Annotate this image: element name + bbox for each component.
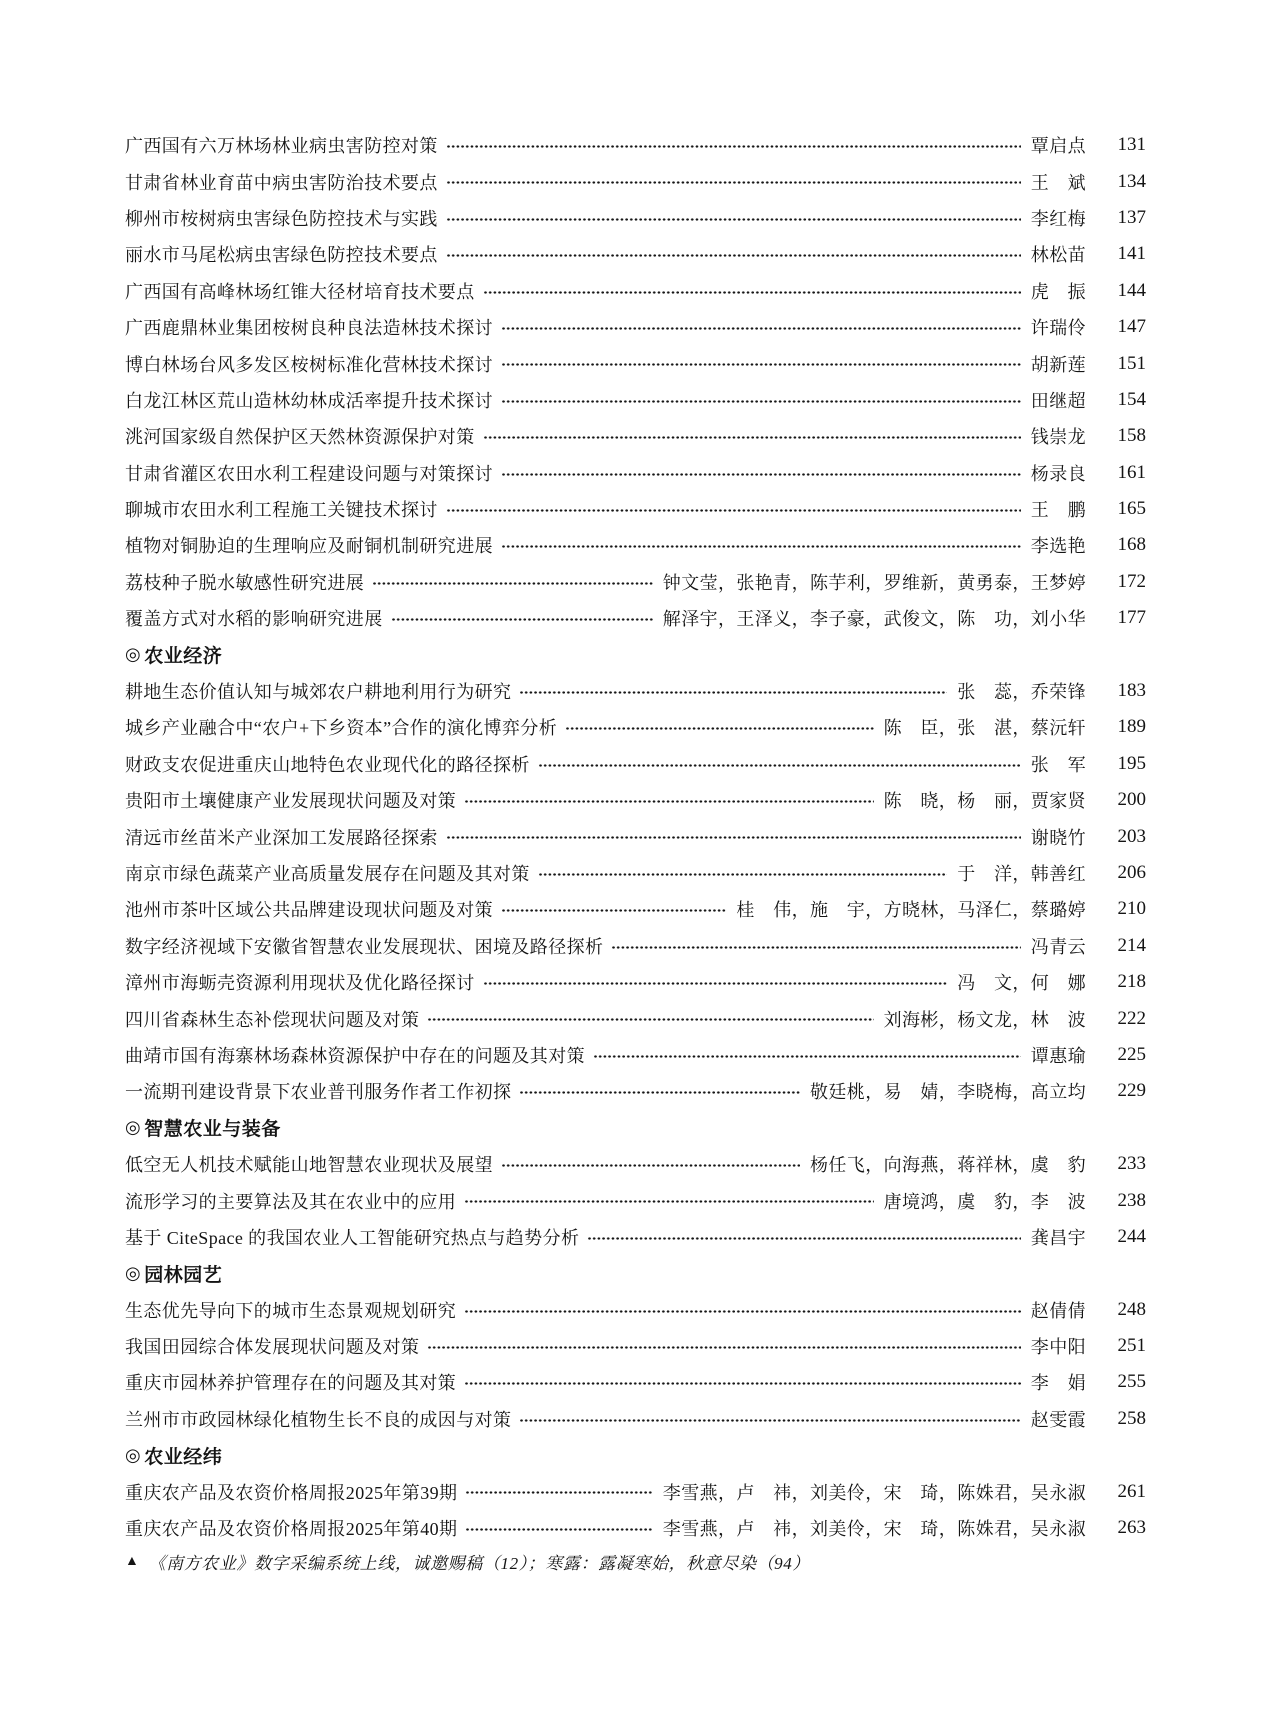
- entry-authors: 赵雯霞: [1030, 1409, 1086, 1430]
- dot-leader: [502, 909, 726, 912]
- entry-authors: 赵倩倩: [1030, 1300, 1086, 1321]
- entry-page-number: 244: [1117, 1225, 1146, 1247]
- entry-title: 博白林场台风多发区桉树标准化营林技术探讨: [125, 354, 493, 375]
- section-header: [125, 1110, 1146, 1146]
- entry-page-number: 258: [1117, 1407, 1146, 1429]
- entry-title: 重庆市园林养护管理存在的问题及其对策: [125, 1373, 457, 1394]
- entry-page-number: 141: [1117, 243, 1146, 265]
- dot-leader: [539, 764, 1021, 767]
- entry-page-number: 137: [1117, 206, 1146, 228]
- entry-title: 贵阳市土壤健康产业发展现状问题及对策: [125, 791, 457, 812]
- toc-entry: [125, 564, 1146, 600]
- dot-leader: [447, 836, 1021, 839]
- entry-authors: 许瑞伶: [1030, 318, 1086, 339]
- entry-page-number: 177: [1117, 607, 1146, 629]
- entry-authors: 张 军: [1030, 754, 1086, 775]
- entry-title: 财政支农促进重庆山地特色农业现代化的路径探析: [125, 754, 530, 775]
- entry-page-number: 147: [1117, 316, 1146, 338]
- entry-authors: 覃启点: [1030, 136, 1086, 157]
- toc-entry: [125, 673, 1146, 709]
- toc-entry: [125, 491, 1146, 527]
- entry-authors: 杨录良: [1030, 463, 1086, 484]
- entry-authors: 龚昌宇: [1030, 1227, 1086, 1248]
- toc-entry: [125, 418, 1146, 454]
- entry-page-number: 203: [1117, 825, 1146, 847]
- entry-page-number: 183: [1117, 680, 1146, 702]
- entry-title: 曲靖市国有海寨林场森林资源保护中存在的问题及其对策: [125, 1045, 585, 1066]
- entry-page-number: 263: [1117, 1517, 1146, 1539]
- toc-entry: [125, 527, 1146, 563]
- toc-entry: [125, 1146, 1146, 1182]
- entry-title: 甘肃省林业育苗中病虫害防治技术要点: [125, 172, 438, 193]
- section-label: 园林园艺: [144, 1264, 223, 1286]
- toc-entry: [125, 1073, 1146, 1109]
- entry-authors: 敬廷桃，易 婧，李晓梅，高立均: [810, 1082, 1086, 1103]
- entry-authors: 林松苗: [1030, 245, 1086, 266]
- entry-title: 兰州市市政园林绿化植物生长不良的成因与对策: [125, 1409, 512, 1430]
- entry-title: 聊城市农田水利工程施工关键技术探讨: [125, 500, 438, 521]
- dot-leader: [428, 1018, 873, 1021]
- dot-leader: [484, 291, 1021, 294]
- entry-page-number: 172: [1117, 570, 1146, 592]
- entry-authors: 刘海彬，杨文龙，林 波: [883, 1009, 1086, 1030]
- entry-authors: 李雪燕，卢 祎，刘美伶，宋 琦，陈姝君，吴永淑: [662, 1519, 1086, 1540]
- toc-entry: [125, 600, 1146, 636]
- toc-entry: [125, 818, 1146, 854]
- toc-entry: [125, 1182, 1146, 1218]
- entry-authors: 桂 伟，施 宇，方晓林，马泽仁，蔡璐婷: [736, 900, 1086, 921]
- entry-title: 广西国有六万林场林业病虫害防控对策: [125, 136, 438, 157]
- entry-authors: 胡新莲: [1030, 354, 1086, 375]
- section-bullet-icon: ◎: [125, 1262, 142, 1283]
- entry-page-number: 214: [1117, 934, 1146, 956]
- entry-title: 一流期刊建设背景下农业普刊服务作者工作初探: [125, 1082, 512, 1103]
- dot-leader: [373, 582, 653, 585]
- dot-leader: [539, 873, 947, 876]
- entry-authors: 谭惠瑜: [1030, 1045, 1086, 1066]
- entry-authors: 李红梅: [1030, 208, 1086, 229]
- section-bullet-icon: ◎: [125, 1117, 142, 1138]
- entry-authors: 冯 文，何 娜: [957, 973, 1086, 994]
- entry-title: 重庆农产品及农资价格周报2025年第40期: [125, 1519, 458, 1540]
- entry-authors: 冯青云: [1030, 936, 1086, 957]
- entry-page-number: 144: [1117, 279, 1146, 301]
- dot-leader: [447, 181, 1021, 184]
- entry-title: 城乡产业融合中“农户+下乡资本”合作的演化博弈分析: [125, 718, 558, 739]
- entry-title: 覆盖方式对水稻的影响研究进展: [125, 609, 383, 630]
- entry-page-number: 134: [1117, 170, 1146, 192]
- toc-entry: [125, 1401, 1146, 1437]
- dot-leader: [447, 218, 1021, 221]
- entry-page-number: 206: [1117, 862, 1146, 883]
- dot-leader: [520, 1091, 800, 1094]
- toc-entry: [125, 1473, 1146, 1509]
- toc-entry: [125, 455, 1146, 491]
- dot-leader: [566, 727, 873, 730]
- entry-authors: 唐境鸿，虞 豹，李 波: [883, 1191, 1086, 1212]
- entry-authors: 陈 晓，杨 丽，贾家贤: [883, 791, 1086, 812]
- section-header: [125, 636, 1146, 672]
- entry-title: 低空无人机技术赋能山地智慧农业现状及展望: [125, 1155, 493, 1176]
- section-label: 农业经济: [144, 646, 223, 668]
- entry-page-number: 165: [1117, 498, 1146, 520]
- entry-page-number: 161: [1117, 461, 1146, 483]
- toc-entry: [125, 1510, 1146, 1546]
- dot-leader: [520, 691, 947, 694]
- entry-page-number: 158: [1117, 425, 1146, 447]
- dot-leader: [428, 1346, 1020, 1349]
- entry-page-number: 200: [1117, 789, 1146, 811]
- dot-leader: [502, 327, 1021, 330]
- toc-entry: [125, 709, 1146, 745]
- entry-authors: 王 鹏: [1030, 500, 1086, 521]
- entry-page-number: 151: [1117, 352, 1146, 374]
- toc-entry: [125, 746, 1146, 782]
- entry-title: 生态优先导向下的城市生态景观规划研究: [125, 1300, 457, 1321]
- toc-entry: [125, 1364, 1146, 1400]
- entry-title: 广西鹿鼎林业集团桉树良种良法造林技术探讨: [125, 318, 493, 339]
- toc-entry: [125, 782, 1146, 818]
- dot-leader: [447, 509, 1021, 512]
- entry-page-number: 248: [1117, 1298, 1146, 1320]
- entry-title: 漳州市海蛎壳资源利用现状及优化路径探讨: [125, 973, 475, 994]
- entry-page-number: 238: [1117, 1189, 1146, 1211]
- entry-authors: 李雪燕，卢 祎，刘美伶，宋 琦，陈姝君，吴永淑: [662, 1482, 1086, 1503]
- footer-text: 《南方农业》数字采编系统上线，诚邀赐稿（12）；寒露：露凝寒始，秋意尽染（94）: [148, 1554, 810, 1573]
- entry-authors: 解泽宇，王泽义，李子豪，武俊文，陈 功，刘小华: [662, 609, 1086, 630]
- dot-leader: [466, 1528, 652, 1531]
- dot-leader: [484, 982, 948, 985]
- entry-title: 四川省森林生态补偿现状问题及对策: [125, 1009, 420, 1030]
- table-of-contents: [125, 127, 1146, 1546]
- entry-title: 柳州市桉树病虫害绿色防控技术与实践: [125, 208, 438, 229]
- entry-page-number: 233: [1117, 1153, 1146, 1175]
- toc-entry: [125, 891, 1146, 927]
- dot-leader: [502, 1164, 800, 1167]
- toc-entry: [125, 928, 1146, 964]
- entry-page-number: 251: [1117, 1335, 1146, 1357]
- entry-page-number: 154: [1117, 388, 1146, 410]
- entry-page-number: 195: [1117, 752, 1146, 774]
- entry-page-number: 168: [1117, 534, 1146, 556]
- entry-page-number: 222: [1117, 1007, 1146, 1029]
- entry-page-number: 131: [1117, 134, 1146, 156]
- entry-title: 南京市绿色蔬菜产业高质量发展存在问题及其对策: [125, 864, 530, 884]
- toc-entry: [125, 345, 1146, 381]
- entry-page-number: 210: [1117, 898, 1146, 920]
- entry-title: 我国田园综合体发展现状问题及对策: [125, 1337, 420, 1358]
- toc-entry: [125, 236, 1146, 272]
- entry-page-number: 229: [1117, 1080, 1146, 1102]
- toc-entry: [125, 273, 1146, 309]
- toc-entry: [125, 1037, 1146, 1073]
- entry-title: 广西国有高峰林场红锥大径材培育技术要点: [125, 281, 475, 302]
- section-bullet-icon: ◎: [125, 1444, 142, 1465]
- section-bullet-icon: ◎: [125, 644, 142, 665]
- entry-title: 重庆农产品及农资价格周报2025年第39期: [125, 1482, 458, 1503]
- entry-title: 丽水市马尾松病虫害绿色防控技术要点: [125, 245, 438, 266]
- toc-entry: [125, 163, 1146, 199]
- toc-entry: [125, 127, 1146, 163]
- dot-leader: [465, 1200, 873, 1203]
- entry-authors: 田继超: [1030, 390, 1086, 411]
- entry-title: 植物对铜胁迫的生理响应及耐铜机制研究进展: [125, 536, 493, 557]
- entry-title: 洮河国家级自然保护区天然林资源保护对策: [125, 427, 475, 448]
- entry-authors: 于 洋，韩善红: [957, 864, 1086, 884]
- section-label: 农业经纬: [144, 1446, 223, 1468]
- dot-leader: [465, 800, 873, 803]
- entry-authors: 谢晓竹: [1030, 827, 1086, 848]
- dot-leader: [594, 1055, 1021, 1058]
- entry-authors: 钱崇龙: [1030, 427, 1086, 448]
- entry-authors: 杨任飞，向海燕，蒋祥林，虞 豹: [810, 1155, 1086, 1176]
- toc-entry: [125, 1000, 1146, 1036]
- toc-entry: [125, 1219, 1146, 1255]
- dot-leader: [392, 618, 653, 621]
- section-label: 智慧农业与装备: [144, 1119, 281, 1141]
- dot-leader: [502, 400, 1021, 403]
- entry-page-number: 225: [1117, 1043, 1146, 1065]
- toc-entry: [125, 1328, 1146, 1364]
- footer-note: [125, 1549, 1146, 1574]
- toc-entry: [125, 382, 1146, 418]
- dot-leader: [502, 473, 1021, 476]
- entry-page-number: 255: [1117, 1371, 1146, 1393]
- dot-leader: [447, 254, 1021, 257]
- toc-rows: [125, 127, 1146, 1546]
- toc-entry: [125, 855, 1146, 891]
- dot-leader: [502, 363, 1021, 366]
- entry-title: 数字经济视域下安徽省智慧农业发展现状、困境及路径探析: [125, 936, 604, 957]
- entry-authors: 王 斌: [1030, 172, 1086, 193]
- toc-entry: [125, 1292, 1146, 1328]
- entry-title: 流形学习的主要算法及其在农业中的应用: [125, 1191, 457, 1212]
- entry-authors: 陈 臣，张 湛，蔡沅轩: [883, 718, 1086, 739]
- entry-authors: 钟文莹，张艳青，陈芋利，罗维新，黄勇泰，王梦婷: [662, 572, 1086, 593]
- entry-title: 池州市茶叶区域公共品牌建设现状问题及对策: [125, 900, 493, 921]
- entry-authors: 李中阳: [1030, 1337, 1086, 1358]
- entry-title: 基于 CiteSpace 的我国农业人工智能研究热点与趋势分析: [125, 1227, 580, 1248]
- dot-leader: [612, 946, 1020, 949]
- entry-page-number: 261: [1117, 1480, 1146, 1502]
- entry-title: 耕地生态价值认知与城郊农户耕地利用行为研究: [125, 682, 512, 703]
- toc-entry: [125, 200, 1146, 236]
- dot-leader: [447, 145, 1021, 148]
- dot-leader: [484, 436, 1021, 439]
- section-header: [125, 1437, 1146, 1473]
- entry-page-number: 189: [1117, 716, 1146, 738]
- triangle-bullet-icon: ▲: [125, 1553, 140, 1569]
- toc-entry: [125, 309, 1146, 345]
- dot-leader: [465, 1310, 1021, 1313]
- dot-leader: [588, 1237, 1020, 1240]
- entry-title: 白龙江林区荒山造林幼林成活率提升技术探讨: [125, 390, 493, 411]
- dot-leader: [502, 545, 1021, 548]
- entry-title: 甘肃省灌区农田水利工程建设问题与对策探讨: [125, 463, 493, 484]
- entry-title: 清远市丝苗米产业深加工发展路径探索: [125, 827, 438, 848]
- entry-page-number: 218: [1117, 971, 1146, 993]
- dot-leader: [465, 1382, 1021, 1385]
- dot-leader: [520, 1419, 1020, 1422]
- entry-authors: 李选艳: [1030, 536, 1086, 557]
- toc-entry: [125, 964, 1146, 1000]
- entry-authors: 虎 振: [1030, 281, 1086, 302]
- dot-leader: [466, 1491, 652, 1494]
- section-header: [125, 1255, 1146, 1291]
- entry-title: 荔枝种子脱水敏感性研究进展: [125, 572, 365, 593]
- entry-authors: 张 蕊，乔荣锋: [957, 682, 1086, 703]
- entry-authors: 李 娟: [1030, 1373, 1086, 1394]
